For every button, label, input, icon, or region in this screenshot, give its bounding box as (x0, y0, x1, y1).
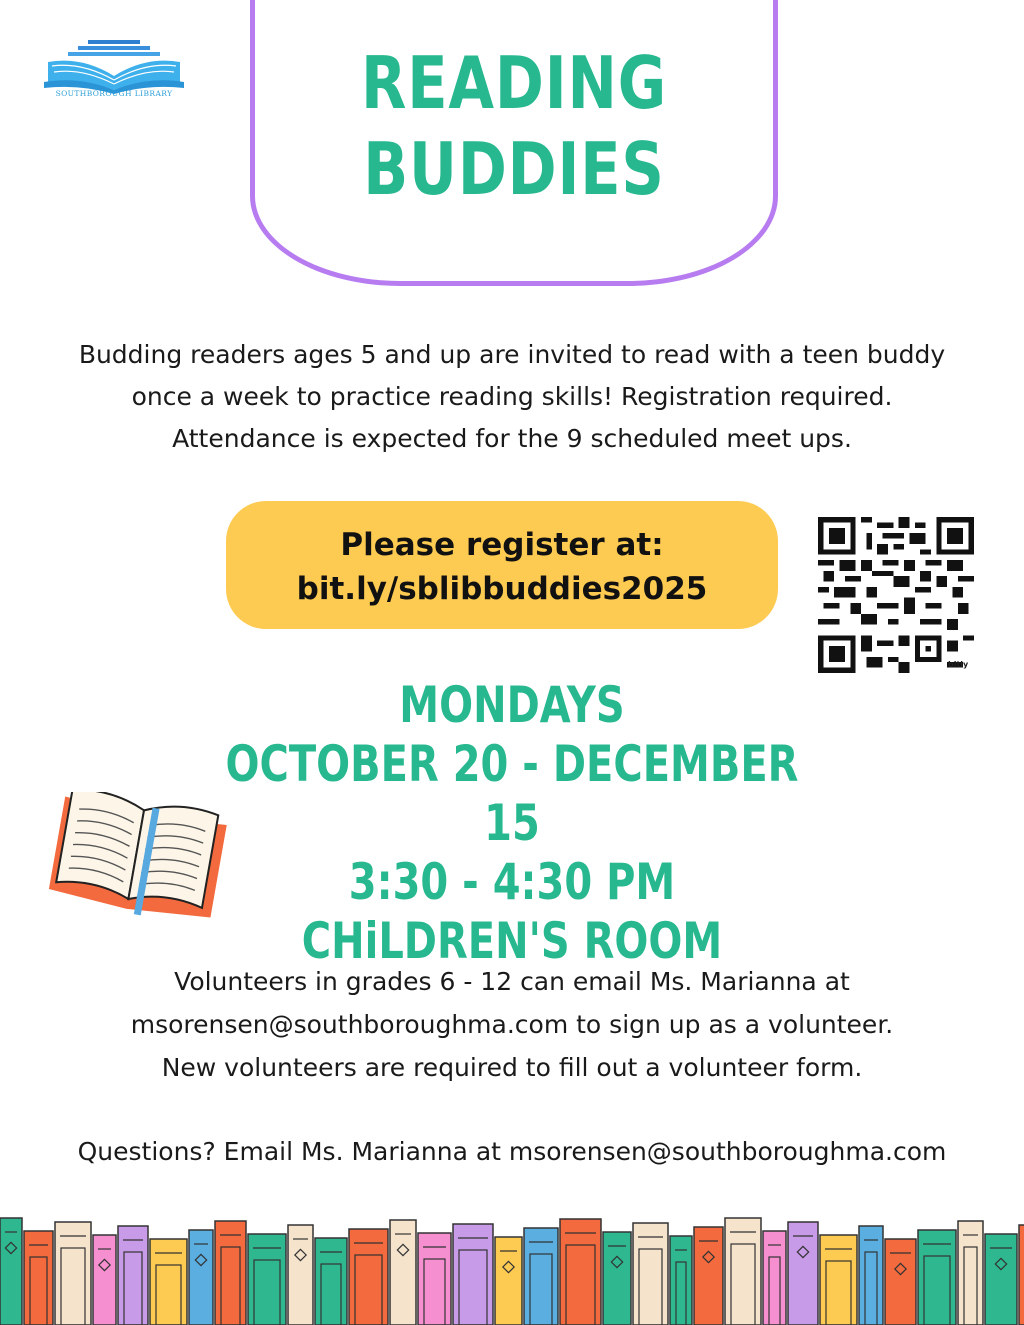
register-label: Please register at: (340, 527, 664, 563)
shelf-book (0, 1218, 22, 1325)
shelf-book (958, 1221, 983, 1325)
shelf-book (118, 1226, 148, 1325)
shelf-book (1019, 1225, 1024, 1325)
shelf-book (788, 1222, 818, 1325)
shelf-book (390, 1220, 416, 1325)
schedule-block (150, 676, 874, 971)
qr-code-icon[interactable] (818, 517, 974, 673)
shelf-book (885, 1239, 916, 1325)
schedule-dates: OCTOBER 20 - DECEMBER 15 (225, 735, 799, 852)
shelf-book (495, 1237, 522, 1325)
shelf-book (215, 1221, 246, 1325)
volunteer-text (60, 960, 964, 1089)
title-line-2: BUDDIES (363, 127, 665, 211)
shelf-book (694, 1227, 723, 1325)
shelf-book (670, 1236, 692, 1325)
register-banner (226, 501, 778, 629)
schedule-location: CHiLDREN'S ROOM (301, 912, 723, 970)
shelf-book (315, 1238, 347, 1325)
open-book-icon (48, 792, 228, 920)
shelf-book (859, 1226, 883, 1325)
library-name: SOUTHBOROUGH LIBRARY (55, 89, 173, 98)
questions-text: Questions? Email Ms. Marianna at msorensen@southboroughma.com (77, 1137, 947, 1166)
schedule-day: MONDAYS (399, 676, 625, 734)
page-title (298, 40, 731, 212)
intro-text: Budding readers ages 5 and up are invited to read with a teen buddy once a week to practice reading skills! Registration required. Attendance is expected for the 9 scheduled meet ups. (78, 340, 946, 453)
qr-brand-label: bitly (948, 660, 969, 669)
volunteer-line-3: New volunteers are required to fill out a volunteer form. (161, 1053, 863, 1082)
volunteer-line-1: Volunteers in grades 6 - 12 can email Ms. Marianna at (174, 967, 850, 996)
register-link[interactable]: bit.ly/sblibbuddies2025 (296, 571, 708, 607)
shelf-book (288, 1225, 313, 1325)
shelf-book (633, 1223, 668, 1325)
volunteer-line-2: msorensen@southboroughma.com to sign up as a volunteer. (130, 1010, 894, 1039)
bookshelf-icon (0, 1212, 1024, 1325)
schedule-time: 3:30 - 4:30 PM (348, 853, 676, 911)
title-line-1: READING (360, 41, 668, 125)
